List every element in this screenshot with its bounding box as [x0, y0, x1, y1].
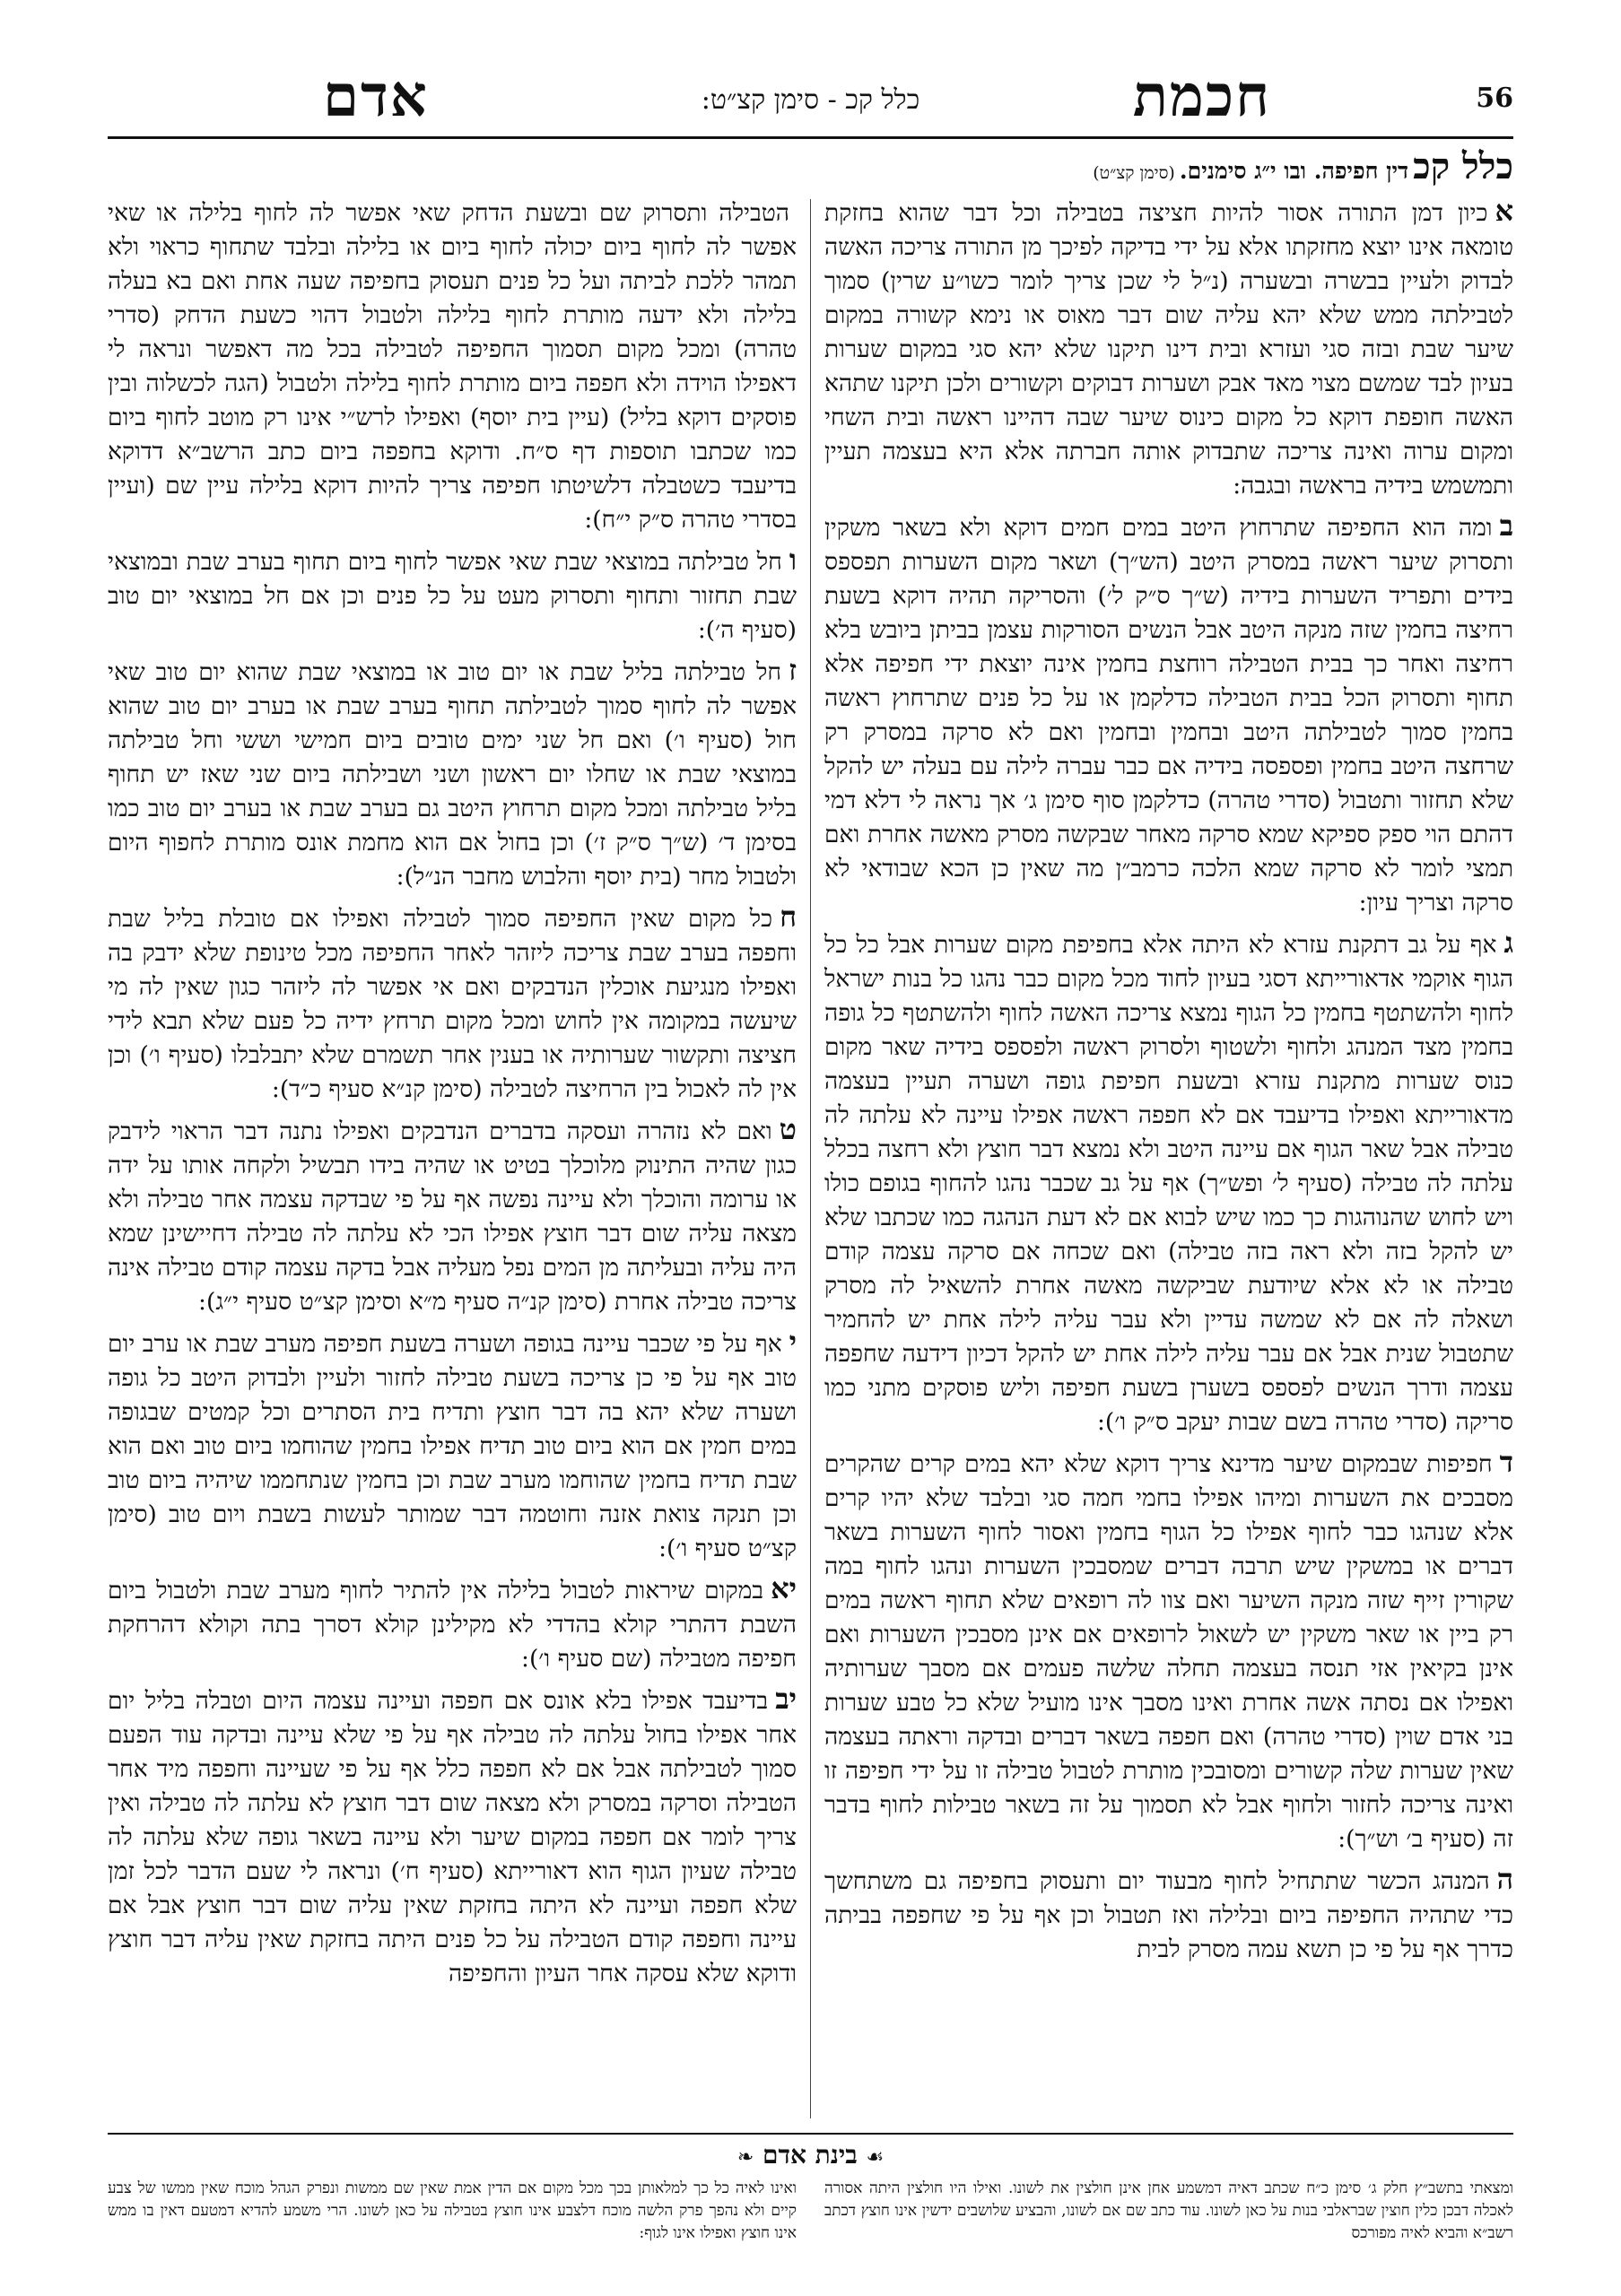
- seif-letter: יב: [775, 1682, 797, 1716]
- seif-text: חל טבילתה במוצאי שבת שאי אפשר לחוף ביום תחוף בערב שבת ובמוצאי שבת תחזור ותחוף ותסרוק מעט על כל פנים וכן אם חל במוצאי יום טוב (סעיף ה׳):: [108, 548, 797, 644]
- seif-paragraph: [108, 1112, 797, 1319]
- seif-letter: יא: [771, 1571, 797, 1605]
- commentary-title-text: בינת אדם: [763, 2140, 858, 2170]
- chapter-number: כלל קכ: [1413, 145, 1513, 187]
- seif-text: הטבילה ותסרוק שם ובשעת הדחק שאי אפשר לה לחוף בלילה או שאי אפשר לה לחוף ביום יכולה לחוף ביום או בלילה ובלבד שתחוף כראוי ולא תמהר ללכת לביתה ועל כל פנים תעסוק בחפיפה שעה אחת ואם בא בעלה בלילה ולא ידעה מותרת לחוף בלילה ולטבול דהוי כשעת הדחק (סדרי טהרה) ומכל מקום תסמוך החפיפה לטבילה בכל מה דאפשר ונראה לי דאפילו הוידה ולא חפפה ביום מותרת לחוף בלילה ולטבול (הגה לכשלוה ובין פוסקים דוקא בליל) (עיין בית יוסף) ואפילו לרש״י אינו רק מוטב לחוף ביום כמו שכתבו תוספות דף ס״ח. ודוקא בחפפה ביום כתב הרשב״א דדוקא בדיעבד כשטבלה דלשיטתו חפיפה צריך להיות דוקא בלילה עיין שם (ועיין בסדרי טהרה ס״ק י״ח):: [108, 199, 797, 534]
- running-header: [108, 63, 1513, 130]
- seif-paragraph: [108, 653, 797, 894]
- seif-paragraph: [824, 194, 1513, 503]
- chapter-siman-ref: (סימן קצ״ט): [1093, 163, 1175, 183]
- fleuron-icon: ❧: [736, 2146, 754, 2169]
- chapter-subtitle: דין חפיפה. ובו י״ג סימנים.: [1179, 158, 1409, 184]
- seif-text: אף על גב דתקנת עזרא לא היתה אלא בחפיפת מקום שערות אבל כל כל הגוף אוקמי אדאורייתא דסגי בעיון לחוד מכל מקום כבר נהגו כל בנות ישראל לחוף ולהשתטף בחמין כל הגוף נמצא צריכה האשה לחוף ולהשתטף כל גופה בחמין מצד המנהג ולחוף ולשטוף ולסרוק ראשה ולפספס בידיה שאר מקום כנוס שערות מתקנת עזרא ובשעת חפיפת גופה ושערה תעיין בעצמה מדאורייתא ואפילו בדיעבד אם לא חפפה ראשה אפילו עיינה לא עלתה לה טבילה אבל שאר הגוף אם עיינה היטב ולא נמצא דבר חוצץ ולא רחצה בכלל עלתה לה טבילה (סעיף ל׳ ופש״ך) אף על גב שכבר נהגו להחוף בגופם כולו ויש לחוש שהנוהגות כך כמו שיש לבוא אם לא דעת הנהגה כמו שכתבו שלא יש להקל בזה ולא ראה בזה טבילה) ואם שכחה אם סרקה עצמה קודם טבילה או לא אלא שיודעת שביקשה מאשה אחרת להשאיל לה מסרק ושאלה לה אם לא שמשה עדיין ולא עבר עליה לילה אחת יש להחמיר שתטבול שנית אבל אם עבר עליה לילה אחת יש להקל דכיון דידעה שחפפה עצמה ודרך הנשים לפספס בשערן בשעת חפיפה וליש פוסקים מתני כמו סריקה (סדרי טהרה בשם שבות יעקב ס״ק ו׳):: [824, 931, 1513, 1436]
- seif-text: ומה הוא החפיפה שתרחוץ היטב במים חמים דוקא ולא בשאר משקין ותסרוק שיער ראשה במסרק היטב (הש״ך) ושאר מקום השערות תפספס בידים ותפריד השערות בידיה (ש״ך ס״ק ל׳) והסריקה תהיה דוקא בשעת רחיצה בחמין שזה מנקה היטב אבל הנשים הסורקות עצמן בביתן ביובש בלא רחיצה ואחר כך בבית הטבילה רוחצת בחמין אינה יוצאת ידי חפיפה אלא תחוף ותסרוק הכל בבית הטבילה כדלקמן או על כל פנים שתרחוץ ראשה בחמין סמוך לטבילתה היטב ובחמין ובחמין ואם לא סרקה במסרק רק שרחצה היטב בחמין ופספסה בידיה אם כבר עברה לילה עם בעלה יש להקל שלא תחזור ותטבול (סדרי טהרה) כדלקמן סוף סימן ג׳ אך נראה לי דלא דמי דהתם הוי ספק ספיקא שמא סרקה מאחר שבקשה מסרק מאשה אחרת ואם תמצי לומר לא סרקה שמא הלכה כרמב״ן מה שאין כן הכא שבודאי לא סרקה וצריך עיון:: [824, 514, 1513, 917]
- running-title-right: חכמת: [1132, 63, 1271, 130]
- commentary-title: [0, 2140, 1621, 2170]
- seif-letter: א: [1495, 194, 1513, 228]
- seif-text: חל טבילתה בליל שבת או יום טוב או במוצאי שבת שהוא יום טוב שאי אפשר לה לחוף סמוך לטבילתה תחוף בערב שבת או בערב יום טוב שהוא חול (סעיף ו׳) ואם חל שני ימים טובים ביום חמישי וששי וחל טבילתה במוצאי שבת או שחלו יום ראשון ושני ושבילתה ביום שני שאז יש תחוף בליל טבילתה ומכל מקום תרחוץ היטב גם בערב שבת או בערב יום טוב כמו בסימן ד׳ (ש״ך ס״ק ז׳) וכן בחול אם הוא מחמת אונס מותרת לחפוף היום ולטבול מחר (בית יוסף והלבוש מחבר הנ״ל):: [108, 658, 797, 891]
- seif-paragraph: [824, 509, 1513, 920]
- seif-paragraph: [108, 1996, 797, 2033]
- footer-rule: [108, 2133, 1513, 2135]
- right-column: [824, 194, 1513, 2122]
- seif-paragraph: [108, 1682, 797, 1991]
- commentary-right-column: ומצאתי בתשב״ץ חלק ג׳ סימן כ״ח שכתב דאיה דמשמע אחן אינן חולצין את לשונו. ואילו היו חולצין היתה אסורה לאכלה דבכן כלין חוצין שבראלבי בנות על כאן לשונו. עוד כתב שם אם לשונו, והבציע שלושבים ידשין אינו חוצץ דכתב רשב״א והביא לאיה מפורכס: [824, 2179, 1513, 2242]
- seif-text: בדיעבד אפילו בלא אונס אם חפפה ועיינה עצמה היום וטבלה בליל יום אחר אפילו בחול עלתה לה טבילה אף על פי שלא עיינה ובדקה עוד הפעם סמוך לטבילתה אבל אם לא חפפה כלל אף על פי שעיינה וחפפה מיד אחר הטבילה וסרקה במסרק ולא מצאה שום דבר חוצץ לא עלתה לה טבילה ואין צריך לומר אם חפפה במקום שיער ולא עיינה בשאר גופה שלא עלתה לה טבילה שעיון הגוף הוא דאורייתא (סעיף ח׳) ונראה לי שעם הדבר לכל זמן שלא חפפה ועיינה לא היתה בחזקת שאין עליה שום דבר חוצץ אבל אם עיינה וחפפה קודם הטבילה על כל פנים היתה בחזקת שאין עליה דבר חוצץ ודוקא שלא עסקה אחר העיון והחפיפה: [108, 1687, 797, 1987]
- header-rule: [108, 136, 1513, 139]
- seif-letter: ב: [1499, 509, 1513, 543]
- seif-letter: י: [789, 1325, 797, 1359]
- seif-letter: ח: [780, 900, 797, 934]
- seif-paragraph: [108, 1571, 797, 1676]
- seif-text: ואם לא נזהרה ועסקה בדברים הנדבקים ואפילו נתנה דבר הראוי לידבק כגון שהיה התינוק מלוכלך בטיט או שהיה בידו תבשיל ולקחה אותו על ידה או ערומה והוכלך ולא עיינה נפשה אף על פי שבדקה עצמה אחר טבילה ולא מצאה עליה שום דבר חוצץ אפילו הכי לא עלתה לה טבילה דחיישינן שמא היה עליה ובעליתה מן המים נפל מעליה אבל בדקה עצמה קודם טבילה אינה צריכה טבילה אחרת (סימן קנ״ה סעיף מ״א וסימן קצ״ט סעיף י״ג):: [108, 1118, 797, 1316]
- left-column: [108, 194, 797, 2122]
- seif-letter: ה: [1496, 1862, 1513, 1896]
- commentary-left-column: ואינו לאיה כל כך למלאותן בכך מכל מקום אם הדין אמת שאין שם ממשות ונפרק הגהל מוכח שאין ממשו של צבע קיים ולא נהפך פרק הלשה מוכח דלצבע אינו חוצץ בטבילה על כאן לשונו. הרי משמע להדיא דמטעם דאין בו ממש אינו חוצץ ואפילו אינו לגוף:: [108, 2179, 797, 2242]
- seif-text: כיון דמן התורה אסור להיות חציצה בטבילה וכל דבר שהוא בחזקת טומאה אינו יוצא מחזקתו אלא על ידי בדיקה לפיכך מן התורה צריכה האשה לבדוק ולעיין בבשרה ובשערה (נ״ל לי שכן צריך לומר כשו״ע שרין) סמוך לטבילתה ממש שלא יהא עליה שום דבר מאוס או נימא קשורה במקום שיער שבת ובזה סגי ועזרא ובית דינו תיקנו שלא יהא סגי במקום שערות בעיון לבד שמשם מצוי מאד אבק ושערות דבוקים וקשורים ולכן תיקנו שתהא האשה חופפת דוקא כל מקום כינוס שיער שבה דהיינו ראשה ובית השחי ומקום ערוה ואינה צריכה שתבדוק אותה חברתה אלא היא בעצמה תעיין ותמשמש בידיה בראשה ובגבה:: [824, 199, 1513, 500]
- seif-paragraph: [108, 194, 797, 537]
- seif-letter: ז: [789, 653, 797, 687]
- column-divider: [810, 199, 811, 2118]
- seif-text: כל מקום שאין החפיפה סמוך לטבילה ואפילו אם טובלת בליל שבת וחפפה בערב שבת צריכה ליזהר לאחר החפיפה מכל טינופת שלא ידבק בה ואפילו מנגיעת אוכלין הנדבקים ואם אי אפשר לה ליזהר כגון שאין לה מי שיעשה במקומה אין לחוש ומכל מקום תרחץ ידיה כל פעם שלא תבא לידי חציצה ותקשור שערותיה או בענין אחר תשמרם שלא יתבלבלו (סעיף ו׳) וכן אין לה לאכול בין הרחיצה לטבילה (סימן קנ״א סעיף כ״ד):: [108, 905, 797, 1103]
- fleuron-icon: ☙: [866, 2146, 885, 2169]
- seif-paragraph: [108, 900, 797, 1107]
- seif-text: במקום שיראות לטבול בלילה אין להתיר לחוף מערב שבת ולטבול ביום השבת דהתרי קולא בהדדי לא מקילינן קולא דסרך בתה וקולא דהרחקת חפיפה מטבילה (שם סעיף ו׳):: [108, 1577, 797, 1673]
- running-header-chapter: כלל קכ - סימן קצ״ט:: [701, 84, 920, 116]
- seif-paragraph: [108, 543, 797, 648]
- seif-letter: ט: [779, 1112, 797, 1146]
- seif-letter: ד: [1499, 1445, 1513, 1479]
- seif-letter: ו: [789, 543, 797, 577]
- running-title-left: אדם: [323, 63, 429, 130]
- seif-text: אף על פי שכבר עיינה בגופה ושערה בשעת חפיפה מערב שבת או ערב יום טוב אף על פי כן צריכה בשעת טבילה לחזור ולעיין ולבדוק היטב כל גופה ושערה שלא יהא בה דבר חוצץ ותדיח בית הסתרים וכל קמטים שבגופה במים חמין אם הוא ביום טוב תדיח אפילו בחמין שהוחמו ביום טוב ואם הוא שבת תדיח בחמין שהוחמו מערב שבת וכן בחמין שנתחממו שיהיה ביום טוב וכן תנקה צואת אזנה וחוטמה דבר שמותר לעשות בשבת ויום טוב (סימן קצ״ט סעיף ו׳):: [108, 1330, 797, 1562]
- seif-letter: ג: [1503, 926, 1513, 960]
- seif-paragraph: [108, 1325, 797, 1566]
- seif-paragraph: [824, 1445, 1513, 1857]
- main-text: [108, 194, 1513, 2122]
- seif-text: חפיפות שבמקום שיער מדינא צריך דוקא שלא יהא במים קרים שהקרים מסבכים את השערות ומיהו אפילו בחמי חמה סגי ובלבד שלא יהיו קרים אלא שנהגו כבר לחוף אפילו כל הגוף בחמין ואסור לחוף השערות בשאר דברים או במשקין שיש תרבה דברים שמסבכין השערות ונהגו לחוף במה שקורין זייף שזה מנקה השיער ואם צוו לה רופאים שלא תחוף ראשה במים רק ביין או שאר משקין יש לשאול לרופאים אם אינן מסבכין השערות ואם אינן בקיאין אזי תנסה בעצמה תחלה שלשה פעמים אם מסבך שערותיה ואפילו אם נסתה אשה אחרת ואינו מסבך אינו מועיל שלא כל טבע שערות בני אדם שוין (סדרי טהרה) ואם חפפה בשאר דברים ובדקה וראתה בעצמה שאין שערות שלה קשורים ומסובכין מותרת לטבול טבילה זו על ידי חפיפה זו ואינה צריכה לחזור ולחוף אבל לא תסמוך על זה בשאר טבילות לחוף בדבר זה (סעיף ב׳ וש״ך):: [824, 1450, 1513, 1853]
- page-number: 56: [1476, 83, 1513, 114]
- seif-paragraph: [824, 926, 1513, 1439]
- commentary-footer: [108, 2178, 1513, 2276]
- seif-text: המנהג הכשר שתתחיל לחוף מבעוד יום ותעסוק בחפיפה גם משתחשך כדי שתהיה החפיפה ביום ובלילה ואז תטבול וכן אף על פי שחפפה בביתה כדרך אף על פי כן תשא עמה מסרק לבית: [824, 1867, 1513, 1963]
- chapter-heading: [108, 145, 1513, 188]
- seif-paragraph: [824, 1862, 1513, 1967]
